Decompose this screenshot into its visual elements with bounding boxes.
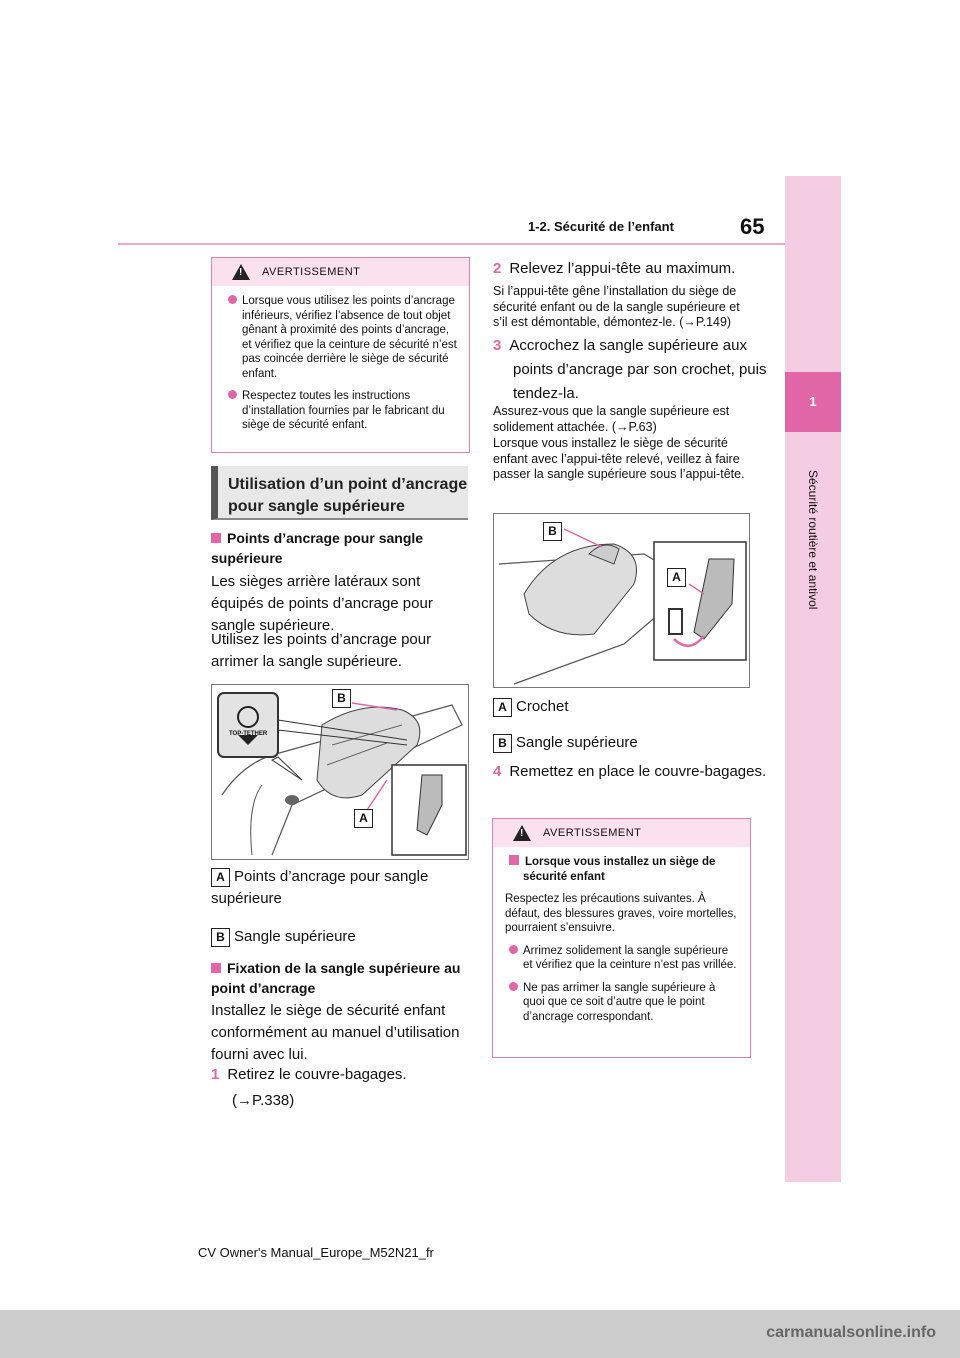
subheading-anchor-points: Points d’ancrage pour sangle supérieure — [211, 530, 424, 566]
bullet-icon — [228, 390, 237, 399]
warning-header — [212, 258, 469, 286]
warning-item: Ne pas arrimer la sangle supérieure à quoi que ce soit d’autre que le point d’ancrage correspondant. — [505, 981, 740, 1025]
warning-icon — [513, 825, 531, 841]
legend-b: B Sangle supérieure — [211, 926, 466, 948]
watermark-text: carmanualsonline.info — [766, 1324, 936, 1341]
figure-illustration — [494, 514, 749, 687]
chapter-tab — [785, 176, 841, 1182]
page-number: 65 — [740, 214, 765, 239]
bullet-icon — [509, 945, 518, 954]
figure-callout-b: B — [332, 689, 351, 708]
figure-anchor-points — [211, 684, 469, 860]
step-2: 2 Relevez l’appui-tête au maximum. — [493, 260, 736, 277]
figure-callout-a: A — [354, 809, 373, 828]
legend-a: A Points d’ancrage pour sangle supérieure — [211, 868, 429, 907]
subheading-fixation: Fixation de la sangle supérieure au point d’ancrage — [211, 960, 461, 996]
warning-box-2 — [492, 818, 751, 1058]
warning-icon — [232, 264, 250, 280]
legend-b: B Sangle supérieure — [493, 732, 748, 754]
figure-callout-a: A — [667, 568, 686, 587]
figure-label-tether: TOP-TETHER — [229, 731, 268, 737]
warning-item: Arrimez solidement la sangle supérieure et vérifiez que la ceinture n’est pas vrillée. — [505, 944, 740, 973]
warning-intro: Respectez les précautions suivantes. À défaut, des blessures graves, voire mortelles, pourraient s’ensuivre. — [505, 893, 737, 934]
section-title: 1-2. Sécurité de l’enfant — [528, 219, 674, 234]
bullet-icon — [509, 982, 518, 991]
warning-item: Respectez toutes les instructions d’installation fournies par le fabricant du siège de sécurité enfant. — [224, 389, 459, 433]
footer-text: CV Owner's Manual_Europe_M52N21_fr — [198, 1245, 434, 1260]
square-bullet-icon — [211, 963, 221, 973]
legend-a: A Crochet — [493, 696, 748, 718]
step-1-ref: (→P.338) — [232, 1092, 295, 1109]
legend-badge-b: B — [211, 928, 230, 947]
warning-title: AVERTISSEMENT — [543, 827, 642, 839]
warning-item: Lorsque vous utilisez les points d’ancrage inférieurs, vérifiez l’absence de tout objet gênant à proximité des points d’ancrage, et vérifiez que la ceinture de sécurité n’est pas coincée derrière le siège de sécurité enfant. — [224, 294, 459, 381]
step-3: 3 Accrochez la sangle supérieure aux points d’ancrage par son crochet, puis tendez-la. — [493, 337, 767, 402]
figure-callout-b: B — [543, 522, 562, 541]
step-4: 4 Remettez en place le couvre-bagages. — [493, 763, 767, 780]
figure-illustration — [212, 685, 468, 859]
note: Assurez-vous que la sangle supérieure est solidement attachée. (→P.63) — [493, 404, 730, 434]
figure-hook — [493, 513, 750, 688]
paragraph: Les sièges arrière latéraux sont équipés de points d’ancrage pour sangle supérieure. — [211, 573, 433, 634]
chapter-label: Sécurité routière et antivol — [806, 470, 820, 610]
paragraph: Utilisez les points d’ancrage pour arrimer la sangle supérieure. — [211, 631, 432, 670]
bullet-icon — [228, 295, 237, 304]
square-bullet-icon — [211, 533, 221, 543]
watermark-bar — [0, 1310, 960, 1358]
warning-header — [493, 819, 750, 847]
warning-title: AVERTISSEMENT — [262, 266, 361, 278]
chapter-number: 1 — [785, 372, 841, 432]
warning-subheading: Lorsque vous installez un siège de sécurité enfant — [505, 855, 740, 884]
legend-badge-a: A — [493, 698, 512, 717]
warning-box-1 — [211, 257, 470, 453]
paragraph: Installez le siège de sécurité enfant conformément au manuel d’utilisation fourni avec lui. — [211, 1002, 460, 1063]
note: Si l’appui-tête gêne l’installation du siège de sécurité enfant ou de la sangle supérieure et s’il est démontable, démontez-le. (→P.149) — [493, 284, 740, 329]
square-bullet-icon — [509, 855, 519, 865]
legend-badge-a: A — [211, 868, 230, 887]
section-heading: Utilisation d’un point d’ancrage pour sangle supérieure — [211, 466, 468, 520]
step-1: 1 Retirez le couvre-bagages. — [211, 1066, 407, 1083]
legend-badge-b: B — [493, 734, 512, 753]
header-rule — [118, 243, 786, 245]
note: Lorsque vous installez le siège de sécurité enfant avec l’appui-tête relevé, veillez à faire passer la sangle supérieure sous l’appui-tête. — [493, 436, 745, 481]
